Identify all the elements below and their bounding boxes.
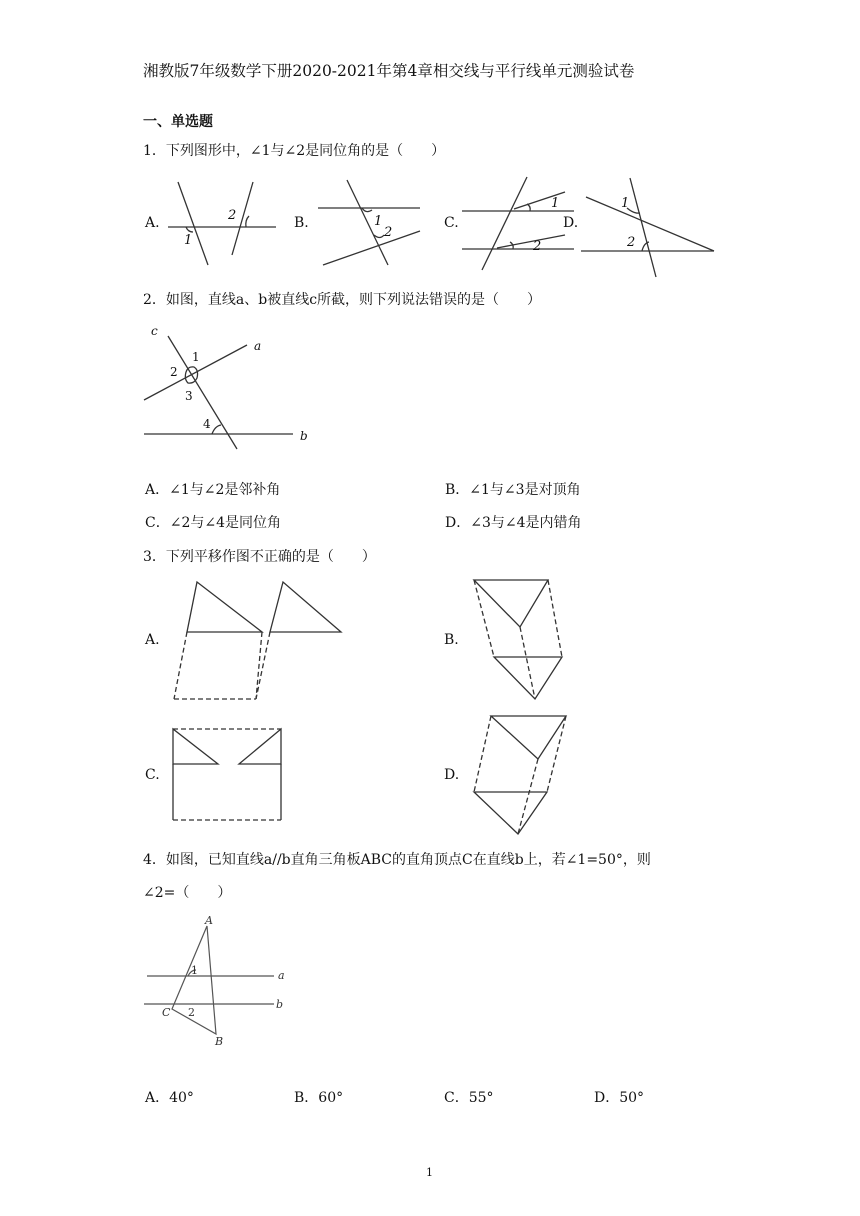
question-2-text: 2．如图，直线a、b被直线c所截，则下列说法错误的是（ ） — [143, 292, 542, 308]
q2-label-b: b — [300, 429, 308, 443]
question-3-text: 3．下列平移作图不正确的是（ ） — [143, 549, 376, 565]
q1d-label-1: 1 — [621, 196, 630, 211]
q3-option-b-label[interactable]: B. — [444, 632, 459, 648]
q3-option-d-label[interactable]: D. — [444, 767, 460, 783]
q1a-label-1: 1 — [184, 233, 193, 248]
q1b-label-2: 2 — [384, 225, 393, 240]
q2-option-a[interactable]: A．∠1与∠2是邻补角 — [145, 482, 281, 498]
document-title: 湘教版7年级数学下册2020-2021年第4章相交线与平行线单元测验试卷 — [143, 62, 635, 80]
q3-option-c-label[interactable]: C. — [145, 767, 160, 783]
q4-label-A: A — [205, 914, 213, 927]
q1c-label-2: 2 — [533, 239, 542, 254]
question-3-figures — [0, 570, 860, 850]
q3-option-a-label[interactable]: A. — [145, 632, 160, 648]
q2-option-b[interactable]: B．∠1与∠3是对顶角 — [445, 482, 581, 498]
q4-label-2: 2 — [188, 1006, 195, 1019]
question-1-figures — [0, 170, 860, 290]
q2-label-1: 1 — [192, 350, 200, 364]
q4-label-b: b — [276, 998, 284, 1011]
q1b-label-1: 1 — [374, 214, 383, 229]
q2-label-2: 2 — [170, 365, 178, 379]
q2-label-3: 3 — [185, 389, 193, 403]
q4-option-c[interactable]: C．55° — [444, 1090, 494, 1106]
question-4-text-line1: 4．如图，已知直线a//b直角三角板ABC的直角顶点C在直线b上，若∠1=50°，则 — [143, 852, 651, 868]
question-4-text-line2: ∠2=（ ） — [143, 885, 232, 901]
q4-label-C: C — [162, 1006, 171, 1019]
q2-label-a: a — [254, 339, 262, 353]
q2-label-c: c — [151, 324, 158, 338]
q1-option-a-label[interactable]: A. — [145, 215, 160, 231]
q2-option-d[interactable]: D．∠3与∠4是内错角 — [445, 515, 582, 531]
q1-option-d-label[interactable]: D. — [563, 215, 579, 231]
q4-option-b[interactable]: B．60° — [294, 1090, 344, 1106]
question-2-figure — [140, 318, 340, 458]
question-4-figure — [140, 912, 300, 1052]
q2-option-c[interactable]: C．∠2与∠4是同位角 — [145, 515, 281, 531]
q1-option-b-label[interactable]: B. — [294, 215, 309, 231]
q4-label-B: B — [215, 1035, 224, 1048]
q1-option-c-label[interactable]: C. — [444, 215, 459, 231]
q4-option-d[interactable]: D．50° — [594, 1090, 645, 1106]
q1d-label-2: 2 — [627, 235, 636, 250]
question-1-text: 1．下列图形中，∠1与∠2是同位角的是（ ） — [143, 143, 446, 159]
q1c-label-1: 1 — [551, 196, 560, 211]
q4-label-1: 1 — [191, 964, 198, 977]
q1a-label-2: 2 — [228, 208, 237, 223]
q2-label-4: 4 — [203, 417, 211, 431]
q4-label-a: a — [278, 969, 285, 982]
q4-option-a[interactable]: A．40° — [145, 1090, 194, 1106]
page-number: 1 — [426, 1166, 433, 1179]
section-heading: 一、单选题 — [143, 114, 213, 130]
